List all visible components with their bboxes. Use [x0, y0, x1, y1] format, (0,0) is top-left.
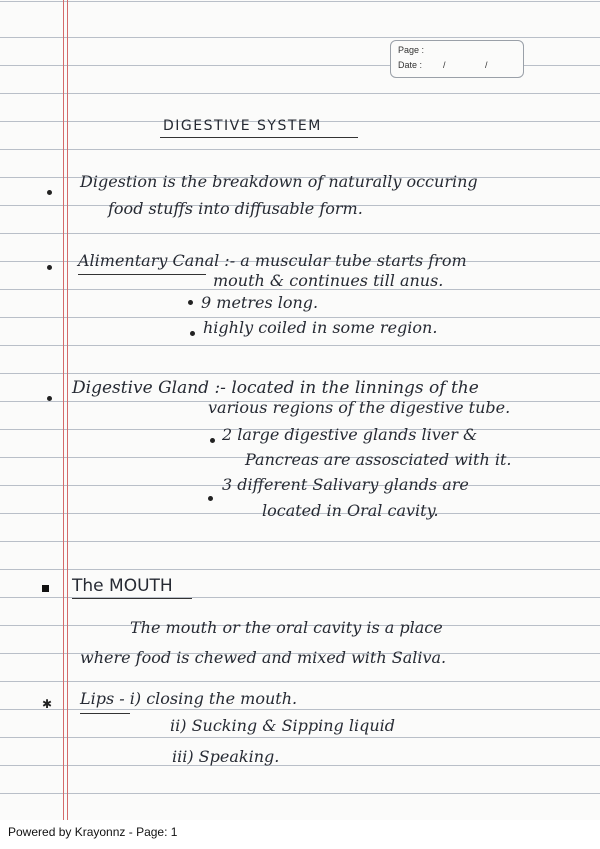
note-line: Alimentary Canal :- a muscular tube starts from: [78, 251, 467, 270]
note-line: Digestive Gland :- located in the linnings of the: [72, 378, 479, 398]
note-line: Pancreas are assosciated with it.: [245, 450, 512, 469]
note-line: 9 metres long.: [201, 293, 319, 312]
date-separator: /: [485, 60, 488, 70]
page-title: DIGESTIVE SYSTEM: [163, 118, 322, 134]
footer-text: Powered by Krayonnz - Page: 1: [8, 825, 178, 839]
title-underline: [160, 137, 358, 138]
note-line: highly coiled in some region.: [203, 318, 438, 337]
note-line: 3 different Salivary glands are: [222, 475, 469, 494]
heading-underline: [72, 598, 192, 599]
note-line: mouth & continues till anus.: [213, 271, 444, 290]
note-line: food stuffs into diffusable form.: [108, 199, 363, 218]
note-line: various regions of the digestive tube.: [208, 398, 511, 417]
page-date-box: [390, 40, 524, 78]
margin-line: [67, 0, 68, 820]
bullet-dot: [210, 438, 215, 443]
note-line: located in Oral cavity.: [262, 501, 439, 520]
date-label: Date :: [398, 60, 423, 70]
bullet-dot: [208, 496, 213, 501]
section-heading: The MOUTH: [72, 576, 173, 596]
margin-line: [63, 0, 64, 820]
note-line: Digestion is the breakdown of naturally occuring: [80, 172, 478, 191]
note-line: where food is chewed and mixed with Saliva.: [80, 648, 447, 667]
bullet-dot: [47, 396, 52, 401]
note-line: 2 large digestive glands liver &: [222, 425, 478, 444]
note-line: ii) Sucking & Sipping liquid: [170, 716, 396, 735]
date-separator: /: [443, 60, 446, 70]
note-line: The mouth or the oral cavity is a place: [130, 618, 443, 637]
bullet-dot: [188, 300, 193, 305]
term-underline: [78, 274, 206, 275]
bullet-dot: [47, 265, 52, 270]
note-line: iii) Speaking.: [172, 747, 280, 766]
bullet-dot: [190, 331, 195, 336]
term-underline: [80, 713, 130, 714]
page-label: Page :: [398, 45, 425, 55]
section-marker: [42, 585, 49, 592]
bullet-dot: [47, 190, 52, 195]
star-marker: ✱: [42, 697, 53, 711]
note-line: Lips - i) closing the mouth.: [80, 689, 298, 708]
